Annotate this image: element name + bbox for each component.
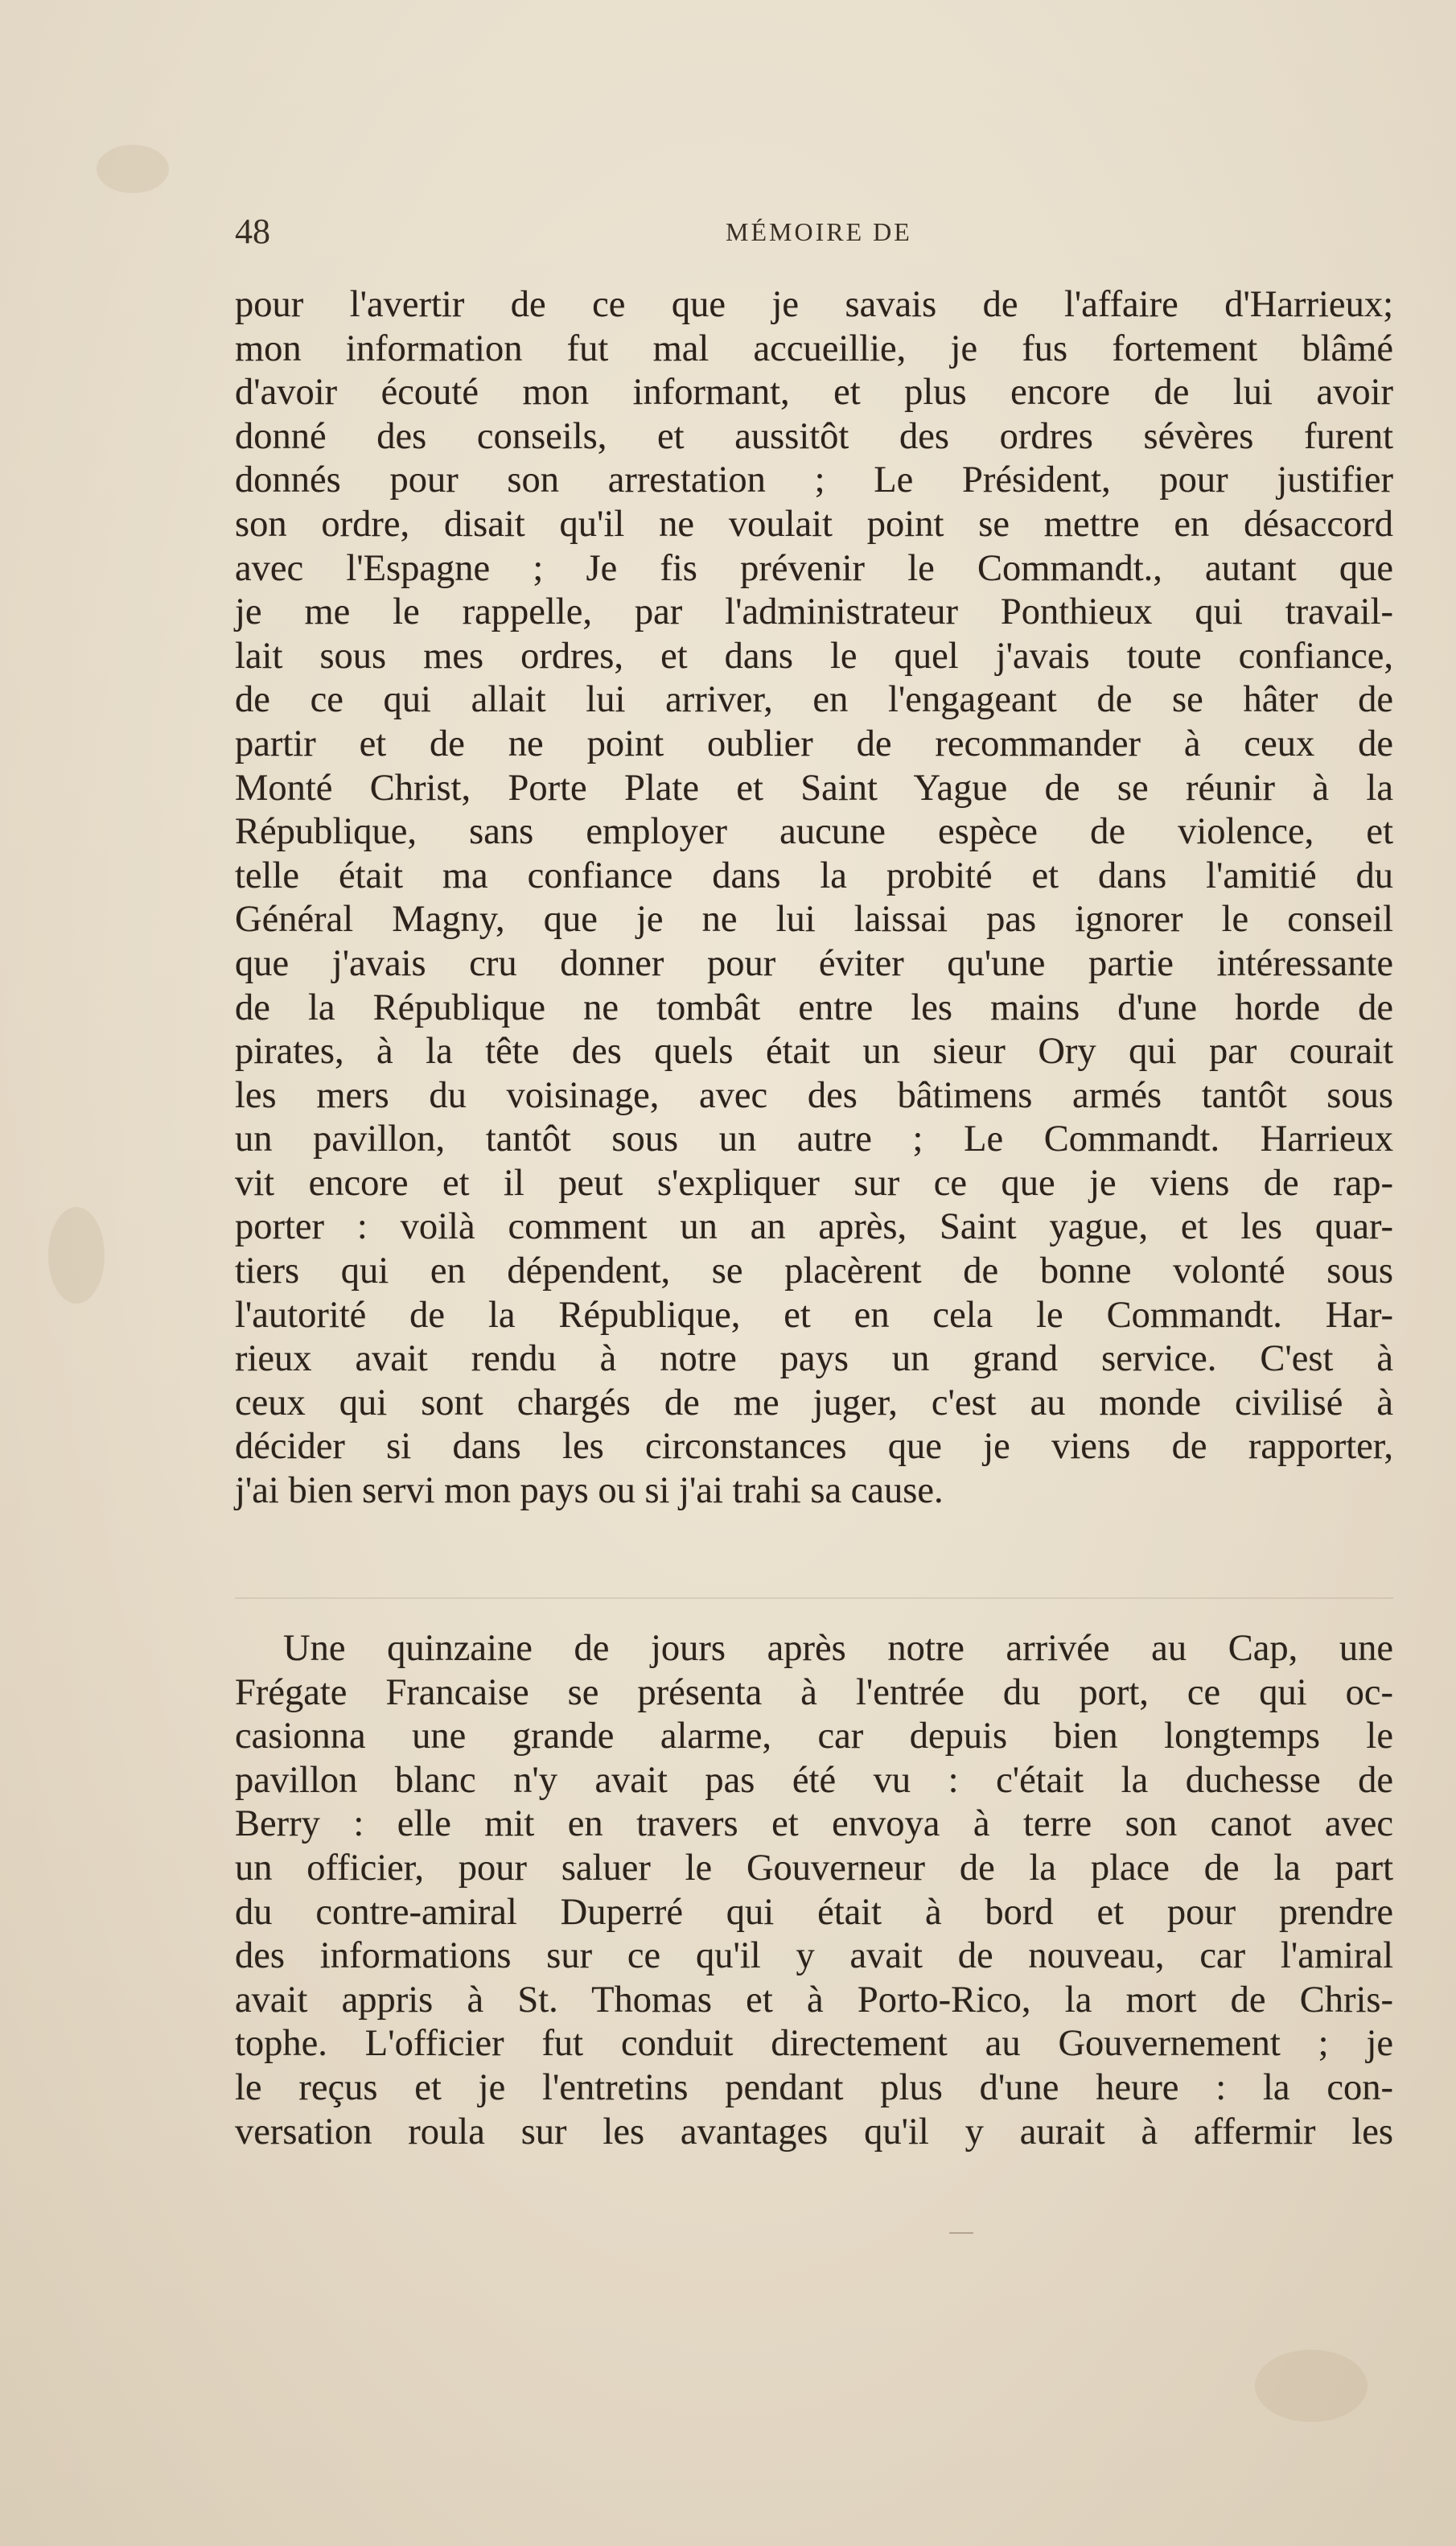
paragraph-2 (235, 1627, 1393, 2154)
text-line: Monté Christ, Porte Plate et Saint Yague de se réunir à la (235, 767, 1393, 809)
text-line: le reçus et je l'entretins pendant plus d'une heure : la con- (235, 2066, 1393, 2108)
text-line: un pavillon, tantôt sous un autre ; Le Commandt. Harrieux (235, 1119, 1393, 1160)
text-line: que j'avais cru donner pour éviter qu'une partie intéressante (235, 942, 1393, 984)
printer-mark (949, 2221, 973, 2234)
text-line: vit encore et il peut s'expliquer sur ce que je viens de rap- (235, 1162, 1393, 1204)
text-line: partir et de ne point oublier de recommander à ceux de (235, 723, 1393, 764)
text-line: casionna une grande alarme, car depuis bien longtemps le (235, 1716, 1393, 1757)
text-line: d'avoir écouté mon informant, et plus encore de lui avoir (235, 372, 1393, 414)
paper-stain (48, 1207, 105, 1304)
text-line: son ordre, disait qu'il ne voulait point se mettre en désaccord (235, 503, 1393, 545)
text-line: les mers du voisinage, avec des bâtimens armés tantôt sous (235, 1074, 1393, 1116)
text-line: l'autorité de la République, et en cela le Commandt. Har- (235, 1294, 1393, 1336)
text-line: mon information fut mal accueillie, je fus fortement blâmé (235, 328, 1393, 369)
bleed-through-shadow (235, 1597, 1393, 1599)
text-line: telle était ma confiance dans la probité et dans l'amitié du (235, 855, 1393, 896)
text-line: je me le rappelle, par l'administrateur Ponthieux qui travail- (235, 591, 1393, 633)
text-line: décider si dans les circonstances que je viens de rapporter, (235, 1426, 1393, 1468)
text-line: tiers qui en dépendent, se placèrent de bonne volonté sous (235, 1250, 1393, 1292)
text-line: versation roula sur les avantages qu'il y aurait à affermir les (235, 2111, 1393, 2153)
text-line: pour l'avertir de ce que je savais de l'affaire d'Harrieux; (235, 284, 1393, 325)
text-line: pirates, à la tête des quels était un sieur Ory qui par courait (235, 1031, 1393, 1073)
text-line: pavillon blanc n'y avait pas été vu : c'était la duchesse de (235, 1759, 1393, 1801)
text-line: du contre-amiral Duperré qui était à bord et pour prendre (235, 1891, 1393, 1933)
text-line: donnés pour son arrestation ; Le Président, pour justifier (235, 459, 1393, 501)
paragraph-1 (235, 283, 1393, 1514)
text-line: Une quinzaine de jours après notre arrivée au Cap, une (283, 1628, 1393, 1669)
text-line: Général Magny, que je ne lui laissai pas ignorer le conseil (235, 899, 1393, 941)
text-line: Frégate Francaise se présenta à l'entrée du port, ce qui oc- (235, 1671, 1393, 1713)
text-line: avec l'Espagne ; Je fis prévenir le Commandt., autant que (235, 547, 1393, 589)
text-line: de la République ne tombât entre les mains d'une horde de (235, 987, 1393, 1028)
page-number: 48 (235, 212, 270, 251)
paper-stain (97, 145, 169, 193)
text-line: des informations sur ce qu'il y avait de nouveau, car l'amiral (235, 1935, 1393, 1977)
text-line: porter : voilà comment un an après, Saint yague, et les quar- (235, 1206, 1393, 1248)
text-line: avait appris à St. Thomas et à Porto-Rico, la mort de Chris- (235, 1979, 1393, 2021)
text-line: rieux avait rendu à notre pays un grand service. C'est à (235, 1338, 1393, 1380)
text-line: un officier, pour saluer le Gouverneur de la place de la part (235, 1847, 1393, 1889)
text-line: Berry : elle mit en travers et envoya à terre son canot avec (235, 1803, 1393, 1845)
running-head: MÉMOIRE DE (726, 217, 912, 246)
text-line: de ce qui allait lui arriver, en l'engageant de se hâter de (235, 679, 1393, 721)
text-line: République, sans employer aucune espèce de violence, et (235, 811, 1393, 853)
text-line: donné des conseils, et aussitôt des ordres sévères furent (235, 415, 1393, 457)
page-header (235, 211, 1393, 259)
text-line: lait sous mes ordres, et dans le quel j'avais toute confiance, (235, 635, 1393, 677)
text-line: ceux qui sont chargés de me juger, c'est au monde civilisé à (235, 1382, 1393, 1423)
paper-stain (1255, 2350, 1368, 2422)
text-line: j'ai bien servi mon pays ou si j'ai trahi sa cause. (235, 1470, 944, 1512)
text-line: tophe. L'officier fut conduit directement au Gouvernement ; je (235, 2023, 1393, 2065)
